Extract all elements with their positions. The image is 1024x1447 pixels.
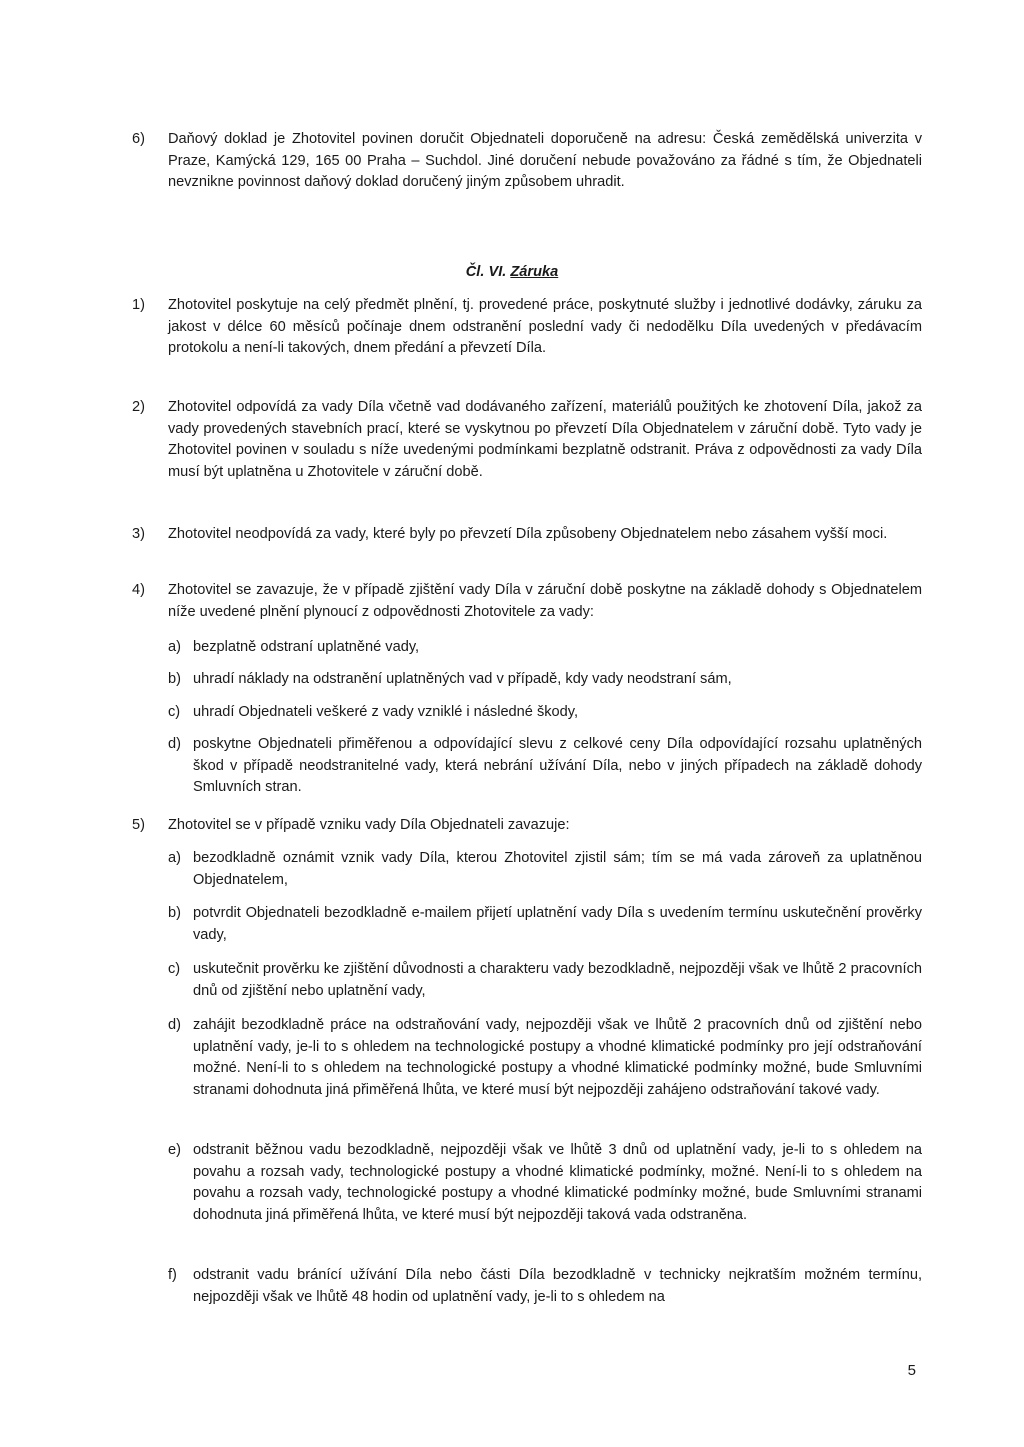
- clause-4: [132, 580, 922, 623]
- clause-number: 6): [132, 131, 145, 147]
- clause-number: 1): [132, 297, 145, 313]
- clause-6: [132, 129, 922, 194]
- subclause-text: bezodkladně oznámit vznik vady Díla, kterou Zhotovitel zjistil sám; tím se má vada zároveň za uplatněnou Objednatelem,: [193, 850, 922, 888]
- subclause-text: odstranit vadu bránící užívání Díla nebo části Díla bezodkladně v technicky nejkratším možném termínu, nejpozději však ve lhůtě 48 hodin od uplatnění vady, je-li to s ohledem na: [193, 1267, 922, 1305]
- clause-3: [132, 524, 922, 546]
- subclause-letter: e): [168, 1142, 181, 1158]
- subclause-text: uskutečnit prověrku ke zjištění důvodnosti a charakteru vady bezodkladně, nejpozději však ve lhůtě 2 pracovních dnů od zjištění nebo uplatnění vady,: [193, 961, 922, 999]
- subclause-text: uhradí Objednateli veškeré z vady vzniklé i následné škody,: [193, 704, 579, 720]
- subclause-letter: c): [168, 961, 181, 977]
- subclause-letter: c): [168, 704, 181, 720]
- clause-4a: [168, 637, 922, 659]
- subclause-text: bezplatně odstraní uplatněné vady,: [193, 639, 420, 655]
- subclause-text: poskytne Objednateli přiměřenou a odpovídající slevu z celkové ceny Díla odpovídající rozsahu uplatněných škod v případě neodstranitelné vady, která nebrání užívání Díla, nebo v jiných případech na základě dohody Smluvních stran.: [193, 736, 922, 795]
- subclause-text: potvrdit Objednateli bezodkladně e-mailem přijetí uplatnění vady Díla s uvedením termínu uskutečnění prověrky vady,: [193, 905, 922, 943]
- clause-number: 3): [132, 526, 145, 542]
- subclause-letter: b): [168, 671, 181, 687]
- clause-text: Zhotovitel se v případě vzniku vady Díla Objednateli zavazuje:: [168, 817, 570, 833]
- page-number: 5: [907, 1362, 916, 1379]
- subclause-letter: a): [168, 639, 181, 655]
- section-title: Záruka: [510, 264, 559, 280]
- clause-5e: [168, 1140, 922, 1226]
- clause-text: Zhotovitel odpovídá za vady Díla včetně vad dodávaného zařízení, materiálů použitých ke zhotovení Díla, jakož za vady provedených stavebních prací, které se vyskytnou po převzetí Díla Objednatelem v záruční době. Tyto vady je Zhotovitel povinen v souladu s níže uvedenými podmínkami bezplatně odstranit. Práva z odpovědnosti za vady Díla musí být uplatněna u Zhotovitele v záruční době.: [168, 399, 922, 480]
- subclause-letter: b): [168, 905, 181, 921]
- clause-text: Zhotovitel poskytuje na celý předmět plnění, tj. provedené práce, poskytnuté služby i jednotlivé dodávky, záruku za jakost v délce 60 měsíců počínaje dnem odstranění poslední vady či nedodělku Díla uvedených v předávacím protokolu a není-li takových, dnem předání a převzetí Díla.: [168, 297, 922, 356]
- subclause-letter: d): [168, 1017, 181, 1033]
- clause-4b: [168, 669, 922, 691]
- subclause-text: zahájit bezodkladně práce na odstraňování vady, nejpozději však ve lhůtě 2 pracovních dnů od zjištění nebo uplatnění vady, je-li to s ohledem na technologické postupy a vhodné klimatické podmínky pro její odstraňování možné. Není-li to s ohledem na technologické postupy a vhodné klimatické podmínky možné, bude Smluvními stranami dohodnuta jiná přiměřená lhůta, ve které musí být nejpozději zahájeno odstraňování takové vady.: [193, 1017, 922, 1098]
- clause-2: [132, 397, 922, 483]
- clause-text: Daňový doklad je Zhotovitel povinen doručit Objednateli doporučeně na adresu: Česká zemědělská univerzita v Praze, Kamýcká 129, 165 00 Praha – Suchdol. Jiné doručení nebude považováno za řádné s tím, že Objednateli nevznikne povinnost daňový doklad doručený jiným způsobem uhradit.: [168, 131, 922, 190]
- clause-4c: [168, 702, 922, 724]
- clause-4d: [168, 734, 922, 799]
- subclause-letter: d): [168, 736, 181, 752]
- clause-5b: [168, 903, 922, 946]
- clause-5a: [168, 848, 922, 891]
- subclause-letter: a): [168, 850, 181, 866]
- clause-text: Zhotovitel se zavazuje, že v případě zjištění vady Díla v záruční době poskytne na základě dohody s Objednatelem níže uvedené plnění plynoucí z odpovědnosti Zhotovitele za vady:: [168, 582, 922, 620]
- clause-5f: [168, 1265, 922, 1308]
- clause-number: 5): [132, 817, 145, 833]
- clause-number: 2): [132, 399, 145, 415]
- clause-1: [132, 295, 922, 360]
- subclause-letter: f): [168, 1267, 177, 1283]
- subclause-text: odstranit běžnou vadu bezodkladně, nejpozději však ve lhůtě 3 dnů od uplatnění vady, je-li to s ohledem na povahu a rozsah vady, technologické postupy a vhodné klimatické podmínky, možné. Není-li to s ohledem na povahu a rozsah vady, technologické postupy a vhodné klimatické podmínky možné, bude Smluvními stranami dohodnuta jiná přiměřená lhůta, ve které musí být nejpozději taková vada odstraněna.: [193, 1142, 922, 1223]
- section-number: Čl. VI.: [465, 264, 507, 280]
- clause-5: [132, 815, 922, 837]
- section-heading: [0, 262, 1024, 284]
- clause-number: 4): [132, 582, 145, 598]
- subclause-text: uhradí náklady na odstranění uplatněných vad v případě, kdy vady neodstraní sám,: [193, 671, 732, 687]
- clause-5c: [168, 959, 922, 1002]
- clause-text: Zhotovitel neodpovídá za vady, které byly po převzetí Díla způsobeny Objednatelem nebo zásahem vyšší moci.: [168, 526, 888, 542]
- clause-5d: [168, 1015, 922, 1101]
